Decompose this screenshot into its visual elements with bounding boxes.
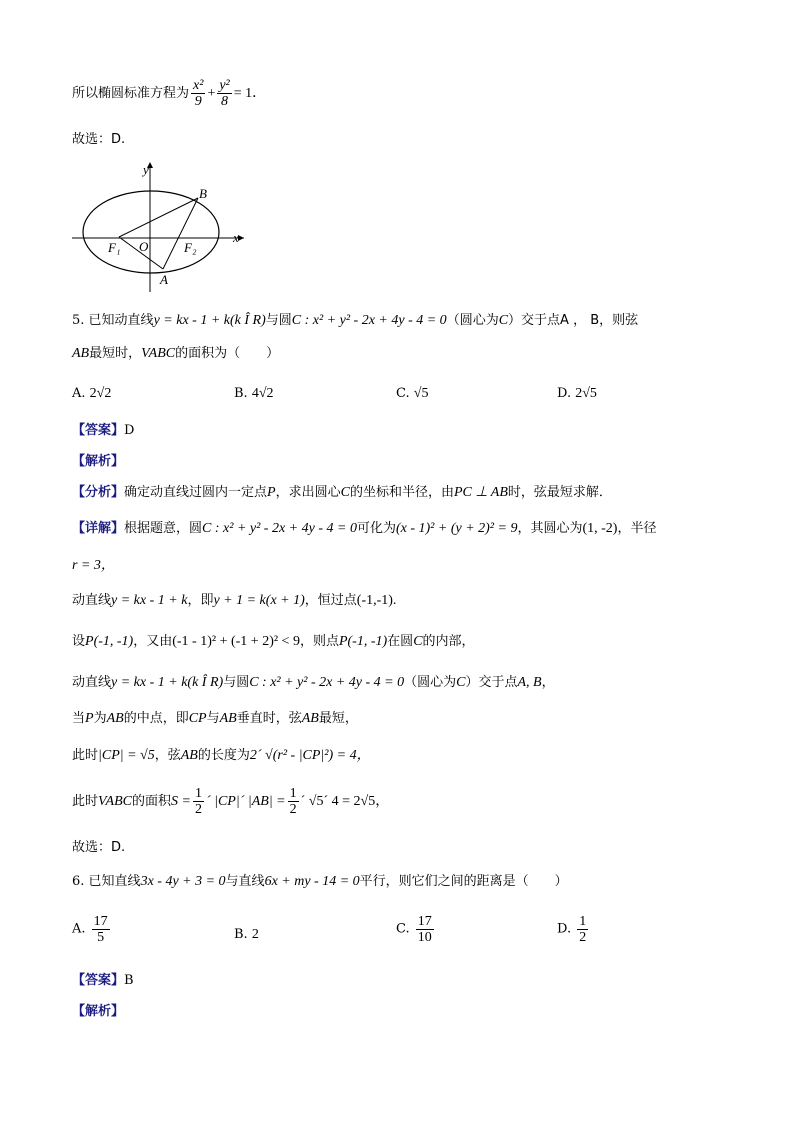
q5-k-domain: (k Î R) [229,313,266,328]
frac-den: 5 [97,930,105,945]
q5-text: 已知动直线 [88,313,154,328]
q5-option-d[interactable] [557,384,597,404]
q5-text: （圆心为 [446,313,499,328]
q5-text: 设 [72,634,86,649]
q5-option-c[interactable] [396,384,428,404]
frac-num: 17 [93,914,108,929]
answer-tag: 【答案】 [72,423,125,438]
q5-inequality: (-1 - 1)² + (-1 + 2)² < 9 [172,634,300,649]
q5-text: 时，弦最短求解． [507,485,612,500]
fenxi-tag: 【分析】 [72,485,125,500]
option-fraction [92,914,110,945]
q6-line1: 3x - 4y + 3 = 0 [140,874,226,889]
q5-xiangjie-line8 [72,786,389,817]
q6-answer [72,971,134,991]
q5-text: 根据题意，圆 [124,521,203,536]
q5-option-b[interactable] [234,384,274,404]
fraction-x [191,78,205,109]
q5-text: ，弦 [154,748,181,763]
q5-line-eq: y = kx - 1 + k(k Î R) [111,675,224,690]
q5-area-expr: ´ |CP|´ |AB| = [205,794,286,809]
label-f2: F₂ [184,240,197,255]
q5-xiangjie-line1 [72,519,656,539]
q5-p: P [267,485,276,500]
q5-ab: AB [106,711,124,726]
q6-text: 与直线 [225,874,265,889]
q5-text: 动直线 [72,593,112,608]
answer-tag: 【答案】 [72,973,125,988]
q6-line2: 6x + my - 14 = 0 [264,874,360,889]
q5-text: 的坐标和半径，由 [349,485,454,500]
q5-text: 的面积为（ ） [175,346,280,361]
q5-circle-eq: C : x² + y² - 2x + 4y - 4 = 0 [291,313,447,328]
q5-text: 的内部， [422,634,475,649]
frac-num: 1 [289,786,297,801]
label-y: y [143,162,149,177]
q5-xiangjie-line5 [72,673,555,693]
q5-point-p: P(-1, -1) [338,634,388,649]
q5-text: ，其圆心为 [517,521,583,536]
conclusion-prefix: 所以椭圆标准方程为 [72,86,190,101]
q5-c: C [413,634,423,649]
q5-text: （圆心为 [404,675,457,690]
fraction-y [217,78,231,109]
option-value: 2√2 [89,386,112,401]
option-value: 2 [251,927,259,942]
plus-sign: + [207,86,216,101]
q5-text: 在圆 [387,634,414,649]
q5-chord-length: 2´ √(r² - |CP|²) = 4， [249,748,371,763]
q5-xiangjie-line7 [72,746,371,766]
label-b: B [199,186,207,201]
q5-text: 此时 [72,794,99,809]
q5-text: 的面积 [131,794,171,809]
q5-stem-line1 [72,311,638,331]
option-value: 2√5 [575,386,597,401]
q5-center: (1, -2) [582,521,618,536]
q5-perp: PC ⊥ AB [453,485,508,500]
segment-f1-b [119,198,198,237]
fraction-half [193,786,204,817]
q6-stem [72,872,568,892]
frac-x-num: x² [193,78,204,93]
answer-value: B [124,973,134,988]
q5-ab: AB [219,711,237,726]
option-fraction [577,914,588,945]
q6-option-c[interactable] [396,914,436,945]
q5-p: P [85,711,94,726]
q5-line-eq: y = kx - 1 + k [153,313,230,328]
q5-text: ，则点 [299,634,339,649]
ellipse-figure [68,158,268,298]
q5-text: ）交于点A ， B，则弦 [508,313,639,328]
q5-point-slope: y + 1 = k(x + 1) [213,593,305,608]
q5-text: 为 [93,711,107,726]
frac-y-num: y² [219,78,230,93]
q6-option-a[interactable] [72,914,112,945]
q5-text: 此时 [72,748,99,763]
q5-text: ，求出圆心 [275,485,341,500]
label-a: A [160,272,168,287]
q5-text: ， [541,675,555,690]
option-label: D. [557,386,572,401]
q5-radius: r = 3， [72,558,115,573]
q5-c: C [456,675,466,690]
q5-text: 垂直时，弦 [236,711,302,726]
q5-text: ）交于点 [465,675,518,690]
q5-circle-eq: C : x² + y² - 2x + 4y - 4 = 0 [249,675,405,690]
option-label: A. [72,386,86,401]
frac-den: 2 [579,930,587,945]
option-label: D. [557,921,572,937]
q6-text: 平行，则它们之间的距离是（ ） [359,874,568,889]
q5-analysis-heading [72,452,124,472]
eq-rhs: = 1． [233,86,267,101]
q5-fixed-point: (-1,-1). [356,593,397,608]
q5-standard-form: (x - 1)² + (y + 2)² = 9 [395,521,518,536]
q6-text: 已知直线 [88,874,141,889]
q5-area-s: S = [171,794,191,809]
option-fraction [416,914,434,945]
q5-ab-points: A, B [517,675,542,690]
frac-den: 2 [194,802,202,817]
q5-c: C [498,313,509,328]
q5-triangle: VABC [98,794,132,809]
label-o: O [139,239,149,254]
q5-text: 与圆 [223,675,250,690]
label-x: x [233,230,239,245]
segment-b-a [163,198,198,269]
q5-xiangjie-line6 [72,709,358,729]
q5-fenxi [72,483,612,503]
q6-option-b[interactable] [234,925,259,945]
option-label: A. [72,921,86,937]
conclusion-line [72,78,266,109]
q5-text: ，又由 [133,634,173,649]
option-value: 4√2 [251,386,274,401]
q5-c: C [340,485,350,500]
q5-ab: AB [180,748,198,763]
q5-triangle: VABC [141,346,176,361]
fraction-half [288,786,299,817]
xiangjie-tag: 【详解】 [72,521,125,536]
q6-analysis-heading [72,1002,124,1022]
option-label: B. [234,927,248,942]
option-value: √5 [413,386,429,401]
label-f1: F₁ [108,240,121,255]
frac-den: 10 [417,930,432,945]
frac-y-den: 8 [221,94,229,109]
q5-option-a[interactable] [72,384,111,404]
q5-ab: AB [72,346,90,361]
q5-line-eq: y = kx - 1 + k [111,593,188,608]
option-label: C. [396,921,410,937]
q5-text: 的长度为 [197,748,250,763]
q5-answer [72,421,134,441]
q6-number: 6. [72,874,85,889]
q5-cp-length: |CP| = √5 [98,748,155,763]
frac-x-den: 9 [194,94,202,109]
q5-text: 动直线 [72,675,112,690]
q5-point-p: P(-1, -1) [85,634,134,649]
q5-text: 确定动直线过圆内一定点 [124,485,268,500]
frac-num: 17 [417,914,432,929]
choose-d-intro: 故选：D. [72,132,126,147]
option-label: C. [396,386,410,401]
q5-cp: CP [188,711,207,726]
q5-number: 5. [72,313,85,328]
x-axis-arrow [238,235,244,241]
q5-text: ，半径 [617,521,657,536]
frac-num: 1 [579,914,587,929]
q5-area-result: ´ √5´ 4 = 2√5， [300,794,390,809]
q5-text: 最短时， [89,346,142,361]
q6-option-d[interactable] [557,914,590,945]
q5-ab: AB [301,711,319,726]
frac-num: 1 [194,786,202,801]
q5-text: 可化为 [356,521,396,536]
q5-choose: 故选：D. [72,840,126,855]
analysis-tag: 【解析】 [72,454,125,469]
frac-den: 2 [289,802,297,817]
q5-text: 的中点，即 [123,711,189,726]
q5-text: ，即 [187,593,214,608]
q5-text: 与圆 [265,313,292,328]
q5-text: 最短， [318,711,358,726]
q5-text: ，恒过点 [304,593,357,608]
q5-stem-line2 [72,344,279,364]
analysis-tag: 【解析】 [72,1004,125,1019]
answer-value: D [124,423,135,438]
q5-text: 当 [72,711,86,726]
q5-text: 与 [206,711,220,726]
q5-xiangjie-line3 [72,591,396,611]
option-label: B. [234,386,248,401]
q5-xiangjie-line4 [72,632,475,652]
q5-circle-eq: C : x² + y² - 2x + 4y - 4 = 0 [202,521,357,536]
